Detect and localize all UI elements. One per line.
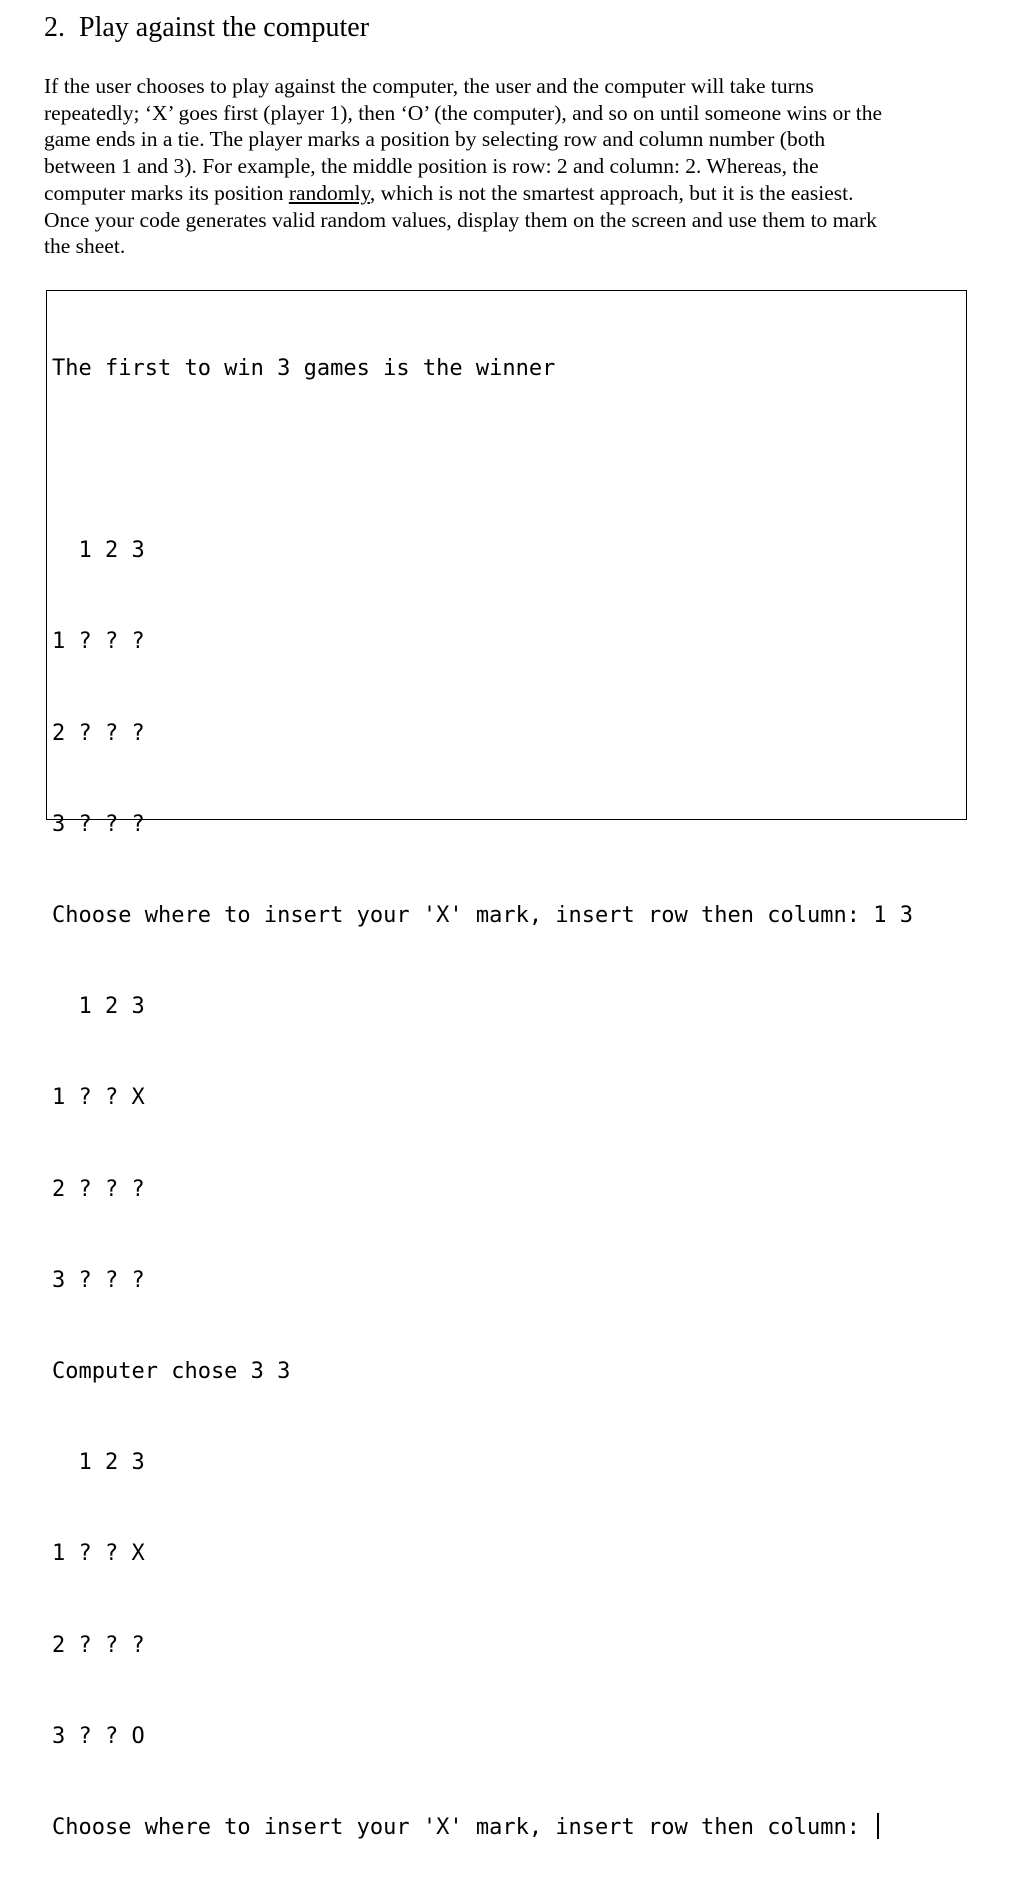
console-line: 3 ? ? ? [52, 811, 145, 837]
paragraph-text: the sheet. [44, 234, 126, 259]
console-line: 1 ? ? ? [52, 629, 145, 655]
console-line: 1 2 3 [52, 538, 145, 564]
paragraph-text: computer marks its position [44, 180, 289, 205]
console-output-box [46, 290, 967, 1841]
console-line: 2 ? ? ? [52, 1176, 145, 1202]
paragraph-line [44, 100, 974, 127]
paragraph-text: repeatedly; ‘X’ goes first (player 1), then ‘O’ (the computer), and so on until someone wins or the [44, 100, 883, 125]
console-line: 2 ? ? ? [52, 720, 145, 746]
paragraph-line [44, 207, 974, 234]
console-line: 1 ? ? X [52, 1085, 145, 1111]
section-number: 2. [44, 12, 65, 43]
paragraph-line [44, 126, 974, 153]
paragraph-line [44, 153, 974, 180]
console-line: 3 ? ? O [52, 1723, 145, 1749]
paragraph-text: between 1 and 3). For example, the middle position is row: 2 and column: 2. Whereas, the [44, 154, 819, 179]
underlined-word-randomly: randomly [288, 180, 370, 205]
console-prompt-line[interactable] [52, 1813, 913, 1843]
text-cursor [877, 1813, 879, 1839]
console-line: 2 ? ? ? [52, 1632, 145, 1658]
paragraph-line [44, 233, 974, 260]
console-line [52, 445, 913, 475]
console-line: The first to win 3 games is the winner [52, 355, 556, 381]
paragraph-text: game ends in a tie. The player marks a position by selecting row and column number (both [44, 127, 826, 152]
console-line: 1 2 3 [52, 994, 145, 1020]
section-heading [44, 10, 369, 46]
paragraph-line [44, 73, 974, 100]
instructions-paragraph [44, 73, 974, 260]
console-text [52, 293, 913, 1904]
console-line: 1 2 3 [52, 1450, 145, 1476]
paragraph-text: , which is not the smartest approach, but it is the easiest. [369, 180, 854, 205]
console-line: Computer chose 3 3 [52, 1359, 291, 1385]
console-line: 3 ? ? ? [52, 1267, 145, 1293]
paragraph-text: If the user chooses to play against the computer, the user and the computer will take turns [44, 74, 814, 98]
console-prompt-text: Choose where to insert your 'X' mark, insert row then column: [52, 1815, 874, 1841]
console-line: 1 ? ? X [52, 1541, 145, 1567]
section-title: Play against the computer [79, 12, 370, 43]
paragraph-text: Once your code generates valid random values, display them on the screen and use them to mark [44, 207, 877, 232]
console-line: Choose where to insert your 'X' mark, insert row then column: 1 3 [52, 903, 913, 929]
paragraph-line [44, 180, 974, 207]
